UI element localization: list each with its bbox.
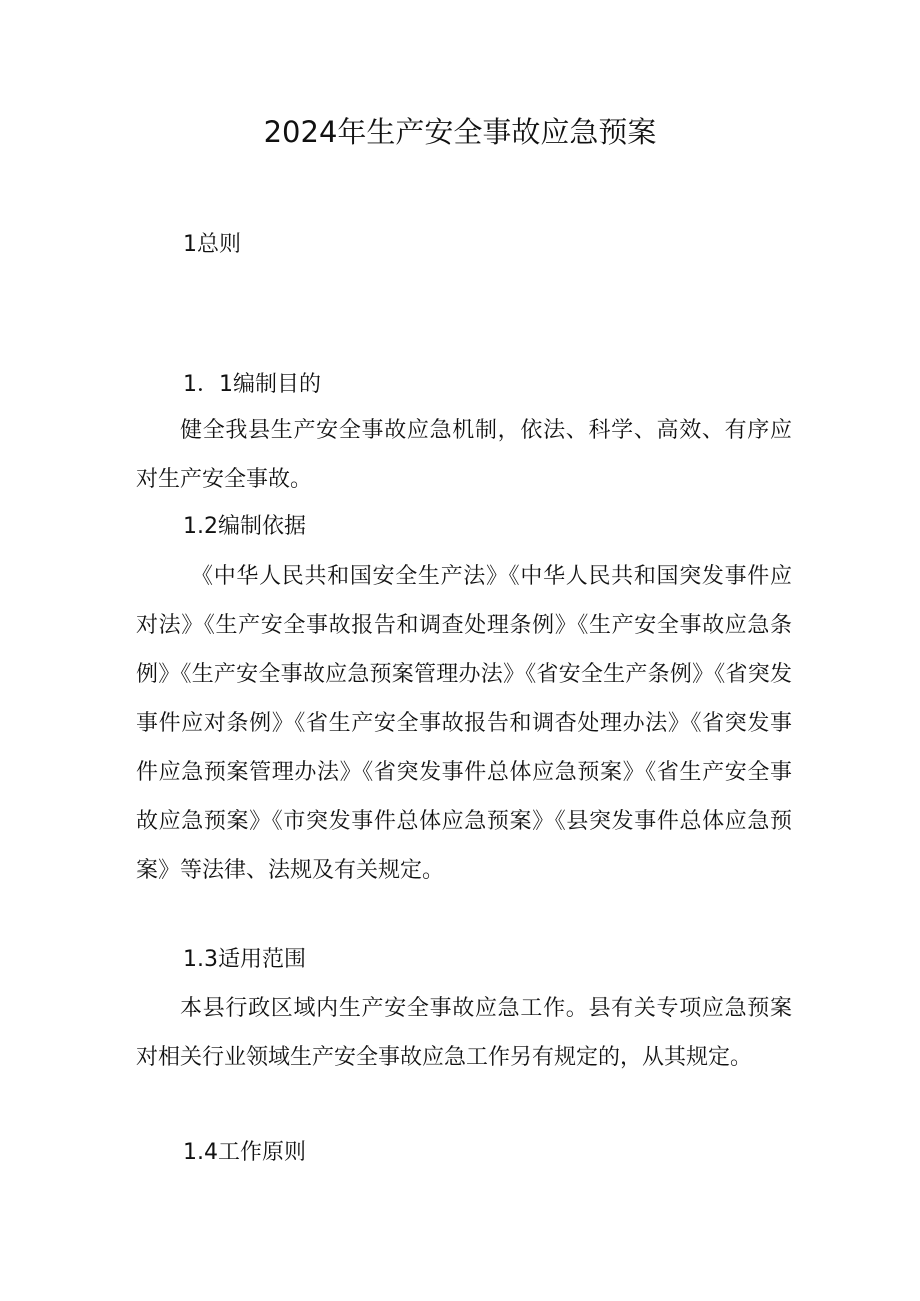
section-body-scope: 本县行政区域内生产安全事故应急工作。县有关专项应急预案对相关行业领域生产安全事故应急工作另有规定的，从其规定。 bbox=[136, 996, 792, 1070]
section-heading-principles: 1.4工作原则 bbox=[183, 1140, 306, 1165]
section-body-basis: 《中华人民共和国安全生产法》《中华人民共和国突发事件应对法》《生产安全事故报告和调查处理条例》《生产安全事故应急条例》《生产安全事故应急预案管理办法》《省安全生产条例》《省突发事件应对条例》《省生产安全事故报告和调杳处理办法》《省突发事件应急预案管理办法》《省突发事件总体应急预案》《省生产安全事故应急预案》《市突发事件总体应急预案》《县突发事件总体应急预案》等法律、法规及有关规定。 bbox=[136, 564, 792, 883]
section-heading-general: 1总则 bbox=[183, 232, 241, 257]
document-title: 2024年生产安全事故应急预案 bbox=[263, 115, 657, 149]
section-heading-basis: 1.2编制依据 bbox=[183, 514, 306, 539]
section-heading-scope: 1.3适用范围 bbox=[183, 947, 306, 972]
section-heading-purpose: 1．1编制目的 bbox=[183, 372, 321, 397]
section-body-purpose: 健全我县生产安全事故应急机制，依法、科学、高效、有序应对生产安全事故。 bbox=[136, 418, 792, 492]
